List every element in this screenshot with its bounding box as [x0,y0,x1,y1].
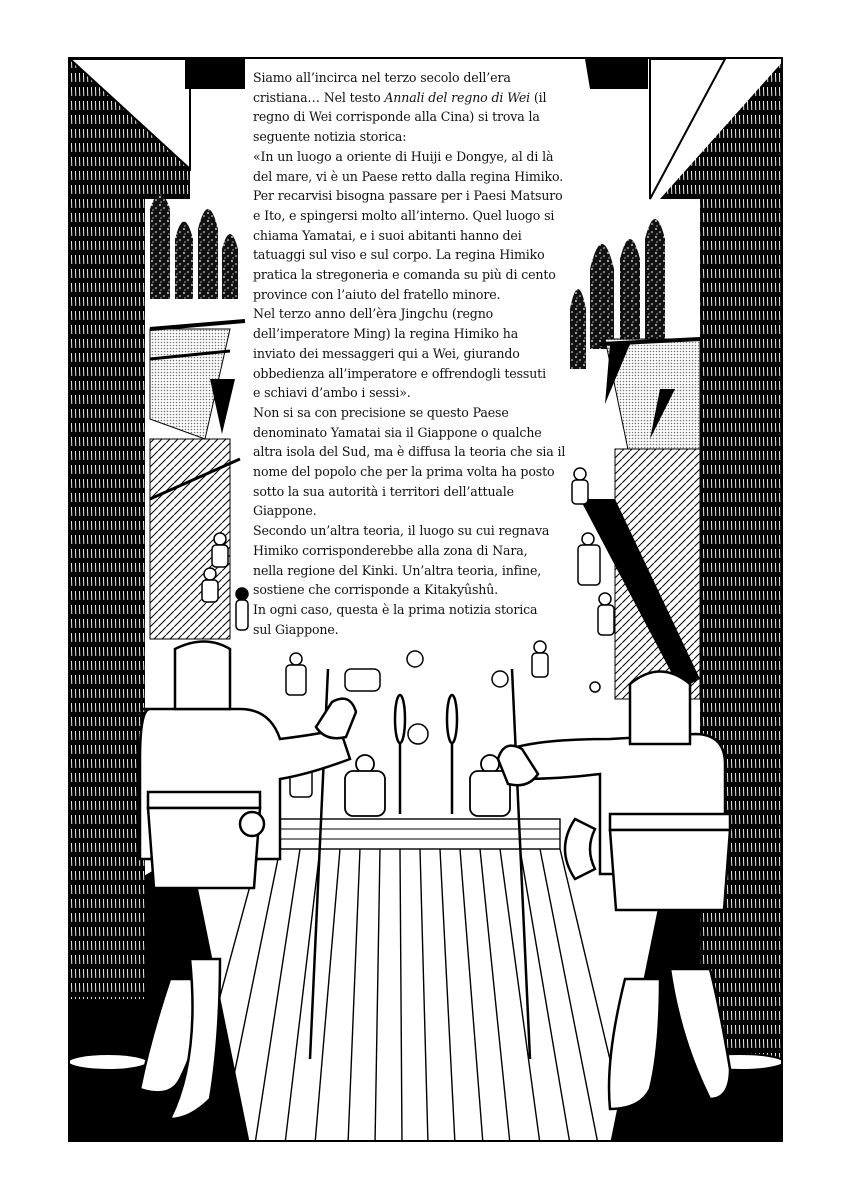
narration-line: obbedienza all’imperatore e offrendogli tessuti [253,365,546,381]
narration-line: inviato dei messaggeri qui a Wei, giurando [253,345,520,361]
narration-line: pratica la stregoneria e comanda su più di cento [253,267,556,283]
narration-line: e Ito, e spingersi molto all’interno. Quel luogo si [253,207,555,223]
left-houses [150,194,245,639]
small-guards [345,755,510,816]
narration-line: Secondo un’altra teoria, il luogo su cui regnava [253,523,550,539]
narration-line: chiama Yamatai, e i suoi abitanti hanno dei [253,227,522,243]
narration-line: tatuaggi sul viso e sul corpo. La regina Himiko [253,247,545,263]
narration-text-box [253,68,598,639]
narration-line: Siamo all’incirca nel terzo secolo dell’era [253,70,511,85]
narration-line: Himiko corrisponderebbe alla zona di Nara, [253,542,528,558]
comic-panel [68,57,783,1142]
narration-line: sul Giappone. [253,621,339,637]
narration-line: altra isola del Sud, ma è diffusa la teoria che sia il [253,444,566,460]
narration-line: dell’imperatore Ming) la regina Himiko ha [253,326,519,342]
narration-line: nella regione del Kinki. Un’altra teoria, infine, [253,562,542,578]
narration-line: nome del popolo che per la prima volta ha posto [253,464,555,480]
narration-line: In ogni caso, questa è la prima notizia storica [253,601,538,617]
narration-line: Nel terzo anno dell’èra Jingchu (regno [253,306,494,322]
narration-line: Per recarvisi bisogna passare per i Paesi Matsuro [253,188,563,204]
narration-line: cristiana… Nel testo Annali del regno di Wei (il [253,89,547,105]
narration-line: denominato Yamatai sia il Giappone o qualche [253,424,542,440]
narration-line: «In un luogo a oriente di Huiji e Dongye, al di là [253,148,554,164]
narration-line: sotto la sua autorità i territori dell’attuale [253,483,514,499]
narration-line: sostiene che corrisponde a Kitakyûshû. [253,582,499,598]
narration-line: del mare, vi è un Paese retto dalla regina Himiko. [253,168,564,184]
narration-line: Giappone. [253,503,317,519]
narration-line: regno di Wei corrisponde alla Cina) si trova la [253,109,540,125]
book-title: Annali del regno di Wei [384,89,531,105]
narration-line: province con l’aiuto del fratello minore. [253,286,501,302]
narration-line: seguente notizia storica: [253,129,407,145]
narration-line: e schiavi d’ambo i sessi». [253,385,411,401]
narration-line: Non si sa con precisione se questo Paese [253,404,509,420]
